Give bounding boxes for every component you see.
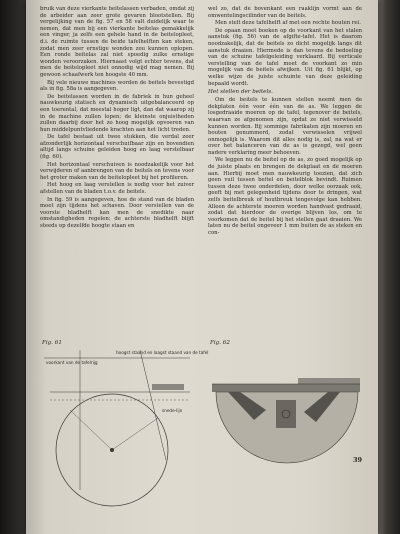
paragraph: Men stelt deze tafelhelft af met een rechte houten rei. [215,20,361,27]
fig62-label: Fig. 62 [210,340,230,346]
paragraph: wel zo, dat de bovenkant een raaklijn vormt aan de omwentelingscilinder van de beitels. [208,6,362,19]
fig62-diagram [212,378,360,463]
paragraph: We leggen nu de beitel op de as, zo goed mogelijk op de juiste plaats en brengen de dekplaat en de moeren aan. Hierbij moet men nauwkeurig toezien, dat zich geen vuil tussen beitel en beitelblok bevindt. Ruimen tussen deze twee onderdelen, door welke oorzaak ook, geeft bij met gelegenheid tijdens door te dringen, wat zelfs beitelbreuk of houtbreuk tengevolge kan hebben. Alleen de achterste moeren worden handvast gedraaid, zodat dat hierdoor de overige blijven los, om te voorkomen dat de beitel bij het stellen gaat draaien. We laten nu de beitel ongeveer 1 mm buiten de as steken en con- [208,157,362,236]
paragraph: bruik van deze vierkante beitelassen verbaden, omdat zij de arbeider aan zeer grote gevaren blootstellen. Bij vergelijking van de fig. 57 en 58 valt duidelijk waar te nemen, dat men bij een vierkante beitelas gemakkelijk een vinger, ja zelfs een gehele hand in de beitelopleet, d.i. de ruimte tussen de beide tafelhelften kan steken, zodat men zeer ernstige wonden zou kunnen oplopen. Een ronde beitelas zal niet spoedig zulke ernstige wonden veroorzaken. Hiernaast volgt echter tevens, dat men de beitelopleet niet onnodig wijd mag nemen. Bij gewoon schaafwerk ten hoogste 40 mm. [40,6,194,78]
paragraph: Het hoog en laag verstellen is nodig voor het zuiver afstellen van de bladen t.o.v. de beitels. [40,182,194,196]
fig61-radius-2 [70,410,112,450]
table-surface-right [378,0,400,534]
fig62-center-block [276,400,296,428]
left-column [40,6,194,342]
fig61-diagram [44,350,190,506]
fig61-radius [112,418,158,450]
paragraph: Het horizontaal verschuiven is noodzakelijk voor het verwijderen of aanbrengen van de beitels en tevens voor het groter maken van de beitelopleet bij het profileren. [40,161,194,181]
paragraph: De beitelassen worden in de fabriek in hun geheel nauwkeurig statisch en dynamisch uitgebalanceerd op een toerental, dat meestal hoger ligt, dan dat waarop zij in de machine zullen lopen; de kleinste onjuistheden zullen daarbij door het zo hoog mogelijk opvoeren van hun middelpuntvliedende krachten aan het licht treden. [40,93,194,133]
fig61-annotation-right: snede-lijn [162,408,183,413]
section-heading: Het stellen der beitels. [208,89,273,96]
fig61-annotation-left: voorkant van de tafelrijg [46,360,98,365]
right-column [208,6,362,342]
fig62-table-left [212,384,360,392]
fig61-table-piece [152,384,184,390]
figures-drawing [40,340,362,520]
paragraph: Om de beitels te kunnen stellen neemt men de dekplaten één voor één van de as. We leggen de losgedraaide moeren op de tafel, tegenover de beitels, waarvan ze afgenomen zijn, opdat ze niet verwisseld kunnen worden. Bij sommige fabrikaten zijn moeren en bouten genummerd, zodat verwisselen vrijwel onmogelijk is. Waarom dit alles nodig is, zal, na wat er over het balanceren van de as is gezegd, wel geen nadere verklaring meer behoeven. [208,97,362,156]
figures-area [40,340,362,520]
fig62-table-right [298,378,360,384]
paragraph: Bij vele nieuwe machines worden de beitels bevestigd als in fig. 58a is aangegeven. [40,79,194,93]
page-number: 39 [352,456,362,464]
paragraph: In fig. 59 is aangegeven, hoe de stand van de bladen moet zijn tijdens het schaven. Door verstellen van de voorste bladhelft kan men de snedikte naar omstandigheden regelen; de achterste bladhelft blijft steeds op dezelfde hoogte staan en [40,196,194,229]
fig61-label: Fig. 61 [42,340,62,346]
paragraph: De tafel bestaat uit twee stukken, die verdal zeer afzonderlijk horizontaal verschuifbaar zijn en bovendien altijd langs schuine geleiden hoog en laag verstelbaar (fig. 60). [40,134,194,161]
book-page [26,0,378,534]
text-columns [40,6,362,342]
fig61-annotation-top: hoogst staand en laagst staand van de tafel [116,350,209,355]
paragraph: De opaan moet boeken op de voorkant van het stalen aanstuk (fig. 56) van de afgifte-tafel. Het is daarom noodzakelijk, dat de beitels zo dicht mogelijk langs dit aanstuk draaien. Hiermede is dan tevens de bedoeling van de schuine tafelgeleiding verklaard. Bij verticale verstelling van de tafel moet de voorkant zo min mogelijk van de beitels afwijken. Uit fig. 61 blijkt, op welke wijze de juiste schuinte van deze geleiding bepaald wordt. [208,27,362,87]
fig61-slanted-guide [140,350,166,460]
